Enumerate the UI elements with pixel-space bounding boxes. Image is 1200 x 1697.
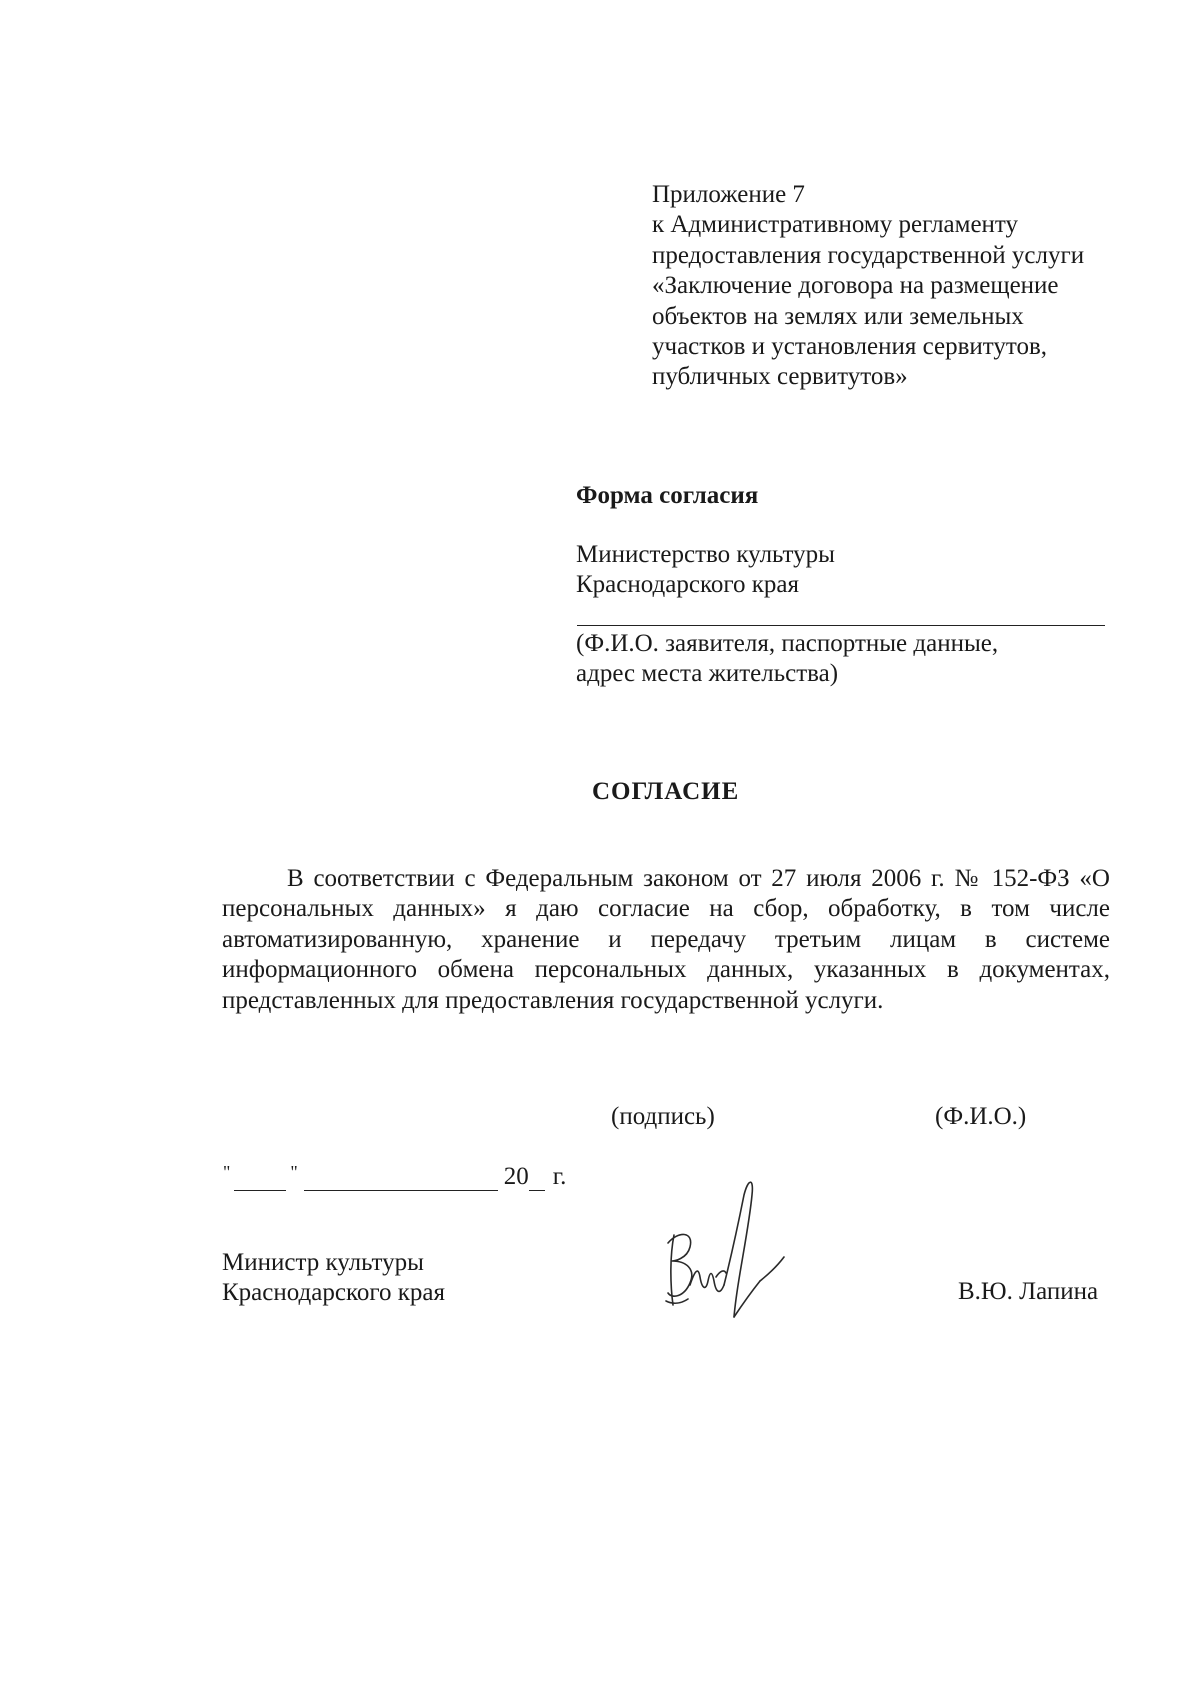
- addressee-line: Министерство культуры: [576, 541, 835, 568]
- body-line: представленных для предоставления государственной услуги.: [222, 986, 884, 1014]
- body-line: персональных данных» я даю согласие на сбор, обработку, в том числе: [222, 895, 1110, 923]
- form-title: Форма согласия: [576, 482, 759, 509]
- document-title: СОГЛАСИЕ: [592, 778, 740, 805]
- applicant-caption: [576, 629, 998, 689]
- date-open-quote: ": [223, 1162, 231, 1182]
- approver-position-line: Краснодарского края: [222, 1279, 445, 1306]
- appendix-header: [652, 180, 1172, 393]
- approver-position-line: Министр культуры: [222, 1249, 424, 1276]
- body-line: информационного обмена персональных данных, указанных в документах,: [222, 956, 1110, 984]
- addressee-block: [576, 540, 835, 600]
- appendix-line: «Заключение договора на размещение: [652, 272, 1059, 300]
- appendix-line: Приложение 7: [652, 181, 805, 208]
- date-close-quote: ": [290, 1162, 298, 1182]
- appendix-line: к Административному регламенту: [652, 211, 1019, 239]
- signature-caption: (подпись): [611, 1103, 715, 1130]
- appendix-line: объектов на землях или земельных: [652, 302, 1024, 330]
- approver-name: В.Ю. Лапина: [958, 1278, 1099, 1305]
- applicant-caption-line: адрес места жительства): [576, 660, 839, 687]
- handwritten-signature: [660, 1165, 800, 1325]
- appendix-line: предоставления государственной услуги: [652, 241, 1085, 269]
- body-line: В соответствии с Федеральным законом от 27 июля 2006 г. № 152-ФЗ «О: [287, 865, 1110, 892]
- date-day-blank: [234, 1168, 286, 1191]
- appendix-line: публичных сервитутов»: [652, 363, 908, 391]
- consent-body: [222, 864, 1110, 1016]
- date-year-suffix: г.: [552, 1163, 567, 1190]
- date-year-blank: [529, 1168, 545, 1191]
- applicant-fill-line: [577, 625, 1105, 626]
- date-month-blank: [304, 1168, 498, 1191]
- addressee-line: Краснодарского края: [576, 571, 799, 598]
- applicant-caption-line: (Ф.И.О. заявителя, паспортные данные,: [576, 630, 999, 657]
- body-line: автоматизированную, хранение и передачу третьим лицам в системе: [222, 925, 1110, 953]
- date-line: [223, 1163, 566, 1191]
- appendix-line: участков и установления сервитутов,: [652, 333, 1048, 361]
- fio-caption: (Ф.И.О.): [935, 1103, 1027, 1130]
- date-year-prefix: 20: [503, 1163, 529, 1190]
- approver-position: [222, 1248, 445, 1308]
